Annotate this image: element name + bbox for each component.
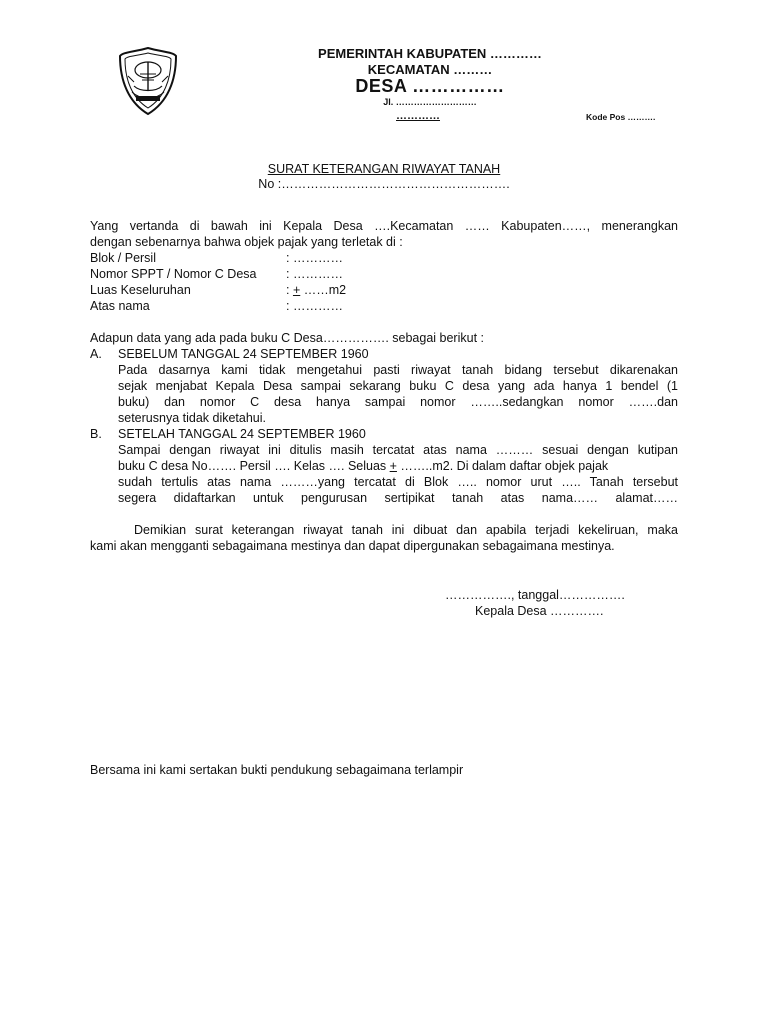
section-b-line-2 [118,458,678,474]
field-value: : ………… [286,267,343,281]
field-label: Atas nama [90,299,150,313]
section-b-line-2-pre: buku C desa No……. Persil …. Kelas …. Seluas [118,459,390,473]
letterhead-regency: PEMERINTAH KABUPATEN ………… [318,46,542,61]
section-heading-text: SEBELUM TANGGAL 24 SEPTEMBER 1960 [118,347,369,361]
letterhead-village: DESA …………… [355,76,505,96]
section-a-line-3: buku) dan nomor C desa hanya sampai nomor ……..sedangkan nomor …….dan [118,395,678,409]
signature-place-date: ……………., tanggal……………. [445,588,625,602]
section-letter: B. [90,427,102,441]
attachment-note: Bersama ini kami sertakan bukti pendukung sebagaimana terlampir [90,763,464,777]
field-value: : ………… [286,251,343,265]
letterhead-postal-code: Kode Pos ………. [586,112,656,122]
field-label: Luas Keseluruhan [90,283,191,297]
field-nomor-sppt [90,266,343,282]
intro-line-1: Yang vertanda di bawah ini Kepala Desa ….Kecamatan …… Kabupaten……, menerangkan [90,219,678,233]
section-b-line-3: sudah tertulis atas nama ………yang tercatat di Blok ….. nomor urut ….. Tanah tersebut [118,475,678,489]
letterhead-street: Jl. ……………………… [383,97,477,107]
plus-minus-sign: + [292,283,301,297]
section-heading-text: SETELAH TANGGAL 24 SEPTEMBER 1960 [118,427,366,441]
adapun-line: Adapun data yang ada pada buku C Desa……………. sebagai berikut : [90,331,484,345]
section-b-line-4: segera didaftarkan untuk pengurusan sertipikat tanah atas nama…… alamat…… [118,491,678,505]
section-b-heading [90,426,366,442]
field-blok-persil [90,250,343,266]
shield-emblem-icon [118,46,178,116]
section-a-line-4: seterusnya tidak diketahui. [118,411,267,425]
signature-position: Kepala Desa …………. [475,604,604,618]
section-b-line-2-post: ……..m2. Di dalam daftar objek pajak [396,459,609,473]
field-luas [90,282,346,298]
plus-minus-sign: + [389,459,397,473]
field-value-suffix: ……m2 [300,283,347,297]
intro-line-2: dengan sebenarnya bahwa objek pajak yang terletak di : [90,235,403,249]
section-a-line-1: Pada dasarnya kami tidak mengetahui pasti riwayat tanah bidang tersebut dikarenakan [118,363,678,377]
closing-line-1: Demikian surat keterangan riwayat tanah ini dibuat dan apabila terjadi kekeliruan, maka [134,523,678,537]
letterhead-district: KECAMATAN ……… [367,62,493,77]
section-a-line-2: sejak menjabat Kepala Desa sampai sekarang buku C desa yang ada hanya 1 bendel (1 [118,379,678,393]
field-label: Blok / Persil [90,251,156,265]
section-b-line-1: Sampai dengan riwayat ini ditulis masih tercatat atas nama ……… sesuai dengan kutipan [118,443,678,457]
section-a-heading [90,346,369,362]
letterhead-city: ………… [396,110,440,122]
closing-line-2: kami akan mengganti sebagaimana mestinya dan dapat dipergunakan sebagaimana mestinya. [90,539,615,553]
section-letter: A. [90,347,102,361]
letter-number: No :………………………………………………. [258,177,510,191]
field-value-prefix: : [286,283,293,297]
field-value: : ………… [286,299,343,313]
regency-emblem-logo [118,46,178,116]
field-atas-nama [90,298,343,314]
field-label: Nomor SPPT / Nomor C Desa [90,267,257,281]
letter-title: SURAT KETERANGAN RIWAYAT TANAH [267,162,501,176]
